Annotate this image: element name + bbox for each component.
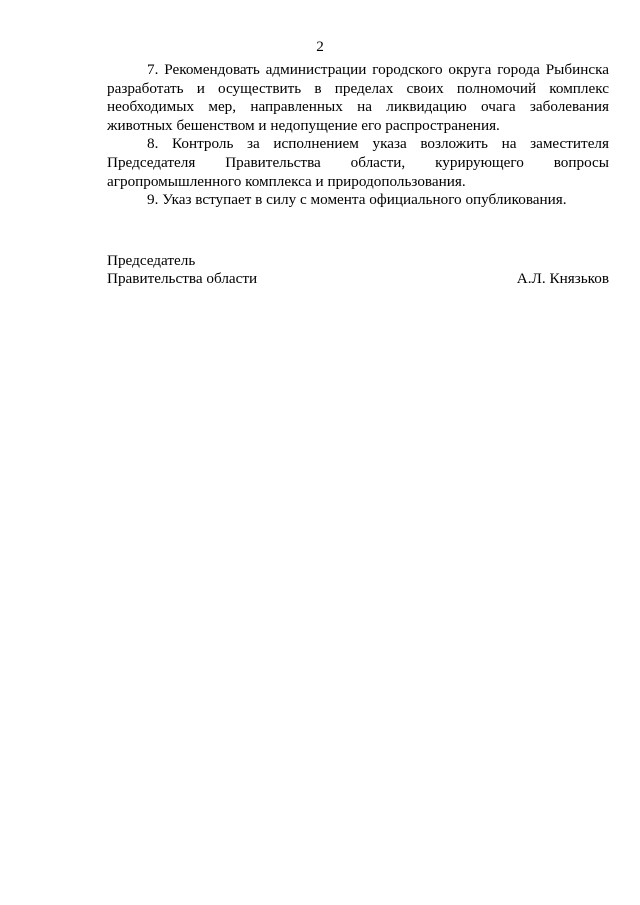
- signature-row: [107, 270, 609, 288]
- paragraph-8: 8. Контроль за исполнением указа возложить на заместителя Председателя Правительства области, курирующего вопросы агропромышленного комплекса и природопользования.: [107, 135, 609, 190]
- document-body: [107, 61, 609, 210]
- signatory-name: А.Л. Князьков: [516, 270, 609, 287]
- signatory-title-line2: Правительства области: [107, 270, 258, 287]
- paragraph-9: 9. Указ вступает в силу с момента официального опубликования.: [147, 191, 567, 209]
- paragraph-7: 7. Рекомендовать администрации городского округа города Рыбинска разработать и осуществить в пределах своих полномочий комплекс необходимых мер, направленных на ликвидацию очага заболевания животных бешенством и недопущение его распространения.: [107, 61, 609, 134]
- signature-block: [107, 252, 609, 288]
- signatory-title-line1: Председатель: [107, 252, 196, 269]
- page-number: 2: [316, 38, 324, 55]
